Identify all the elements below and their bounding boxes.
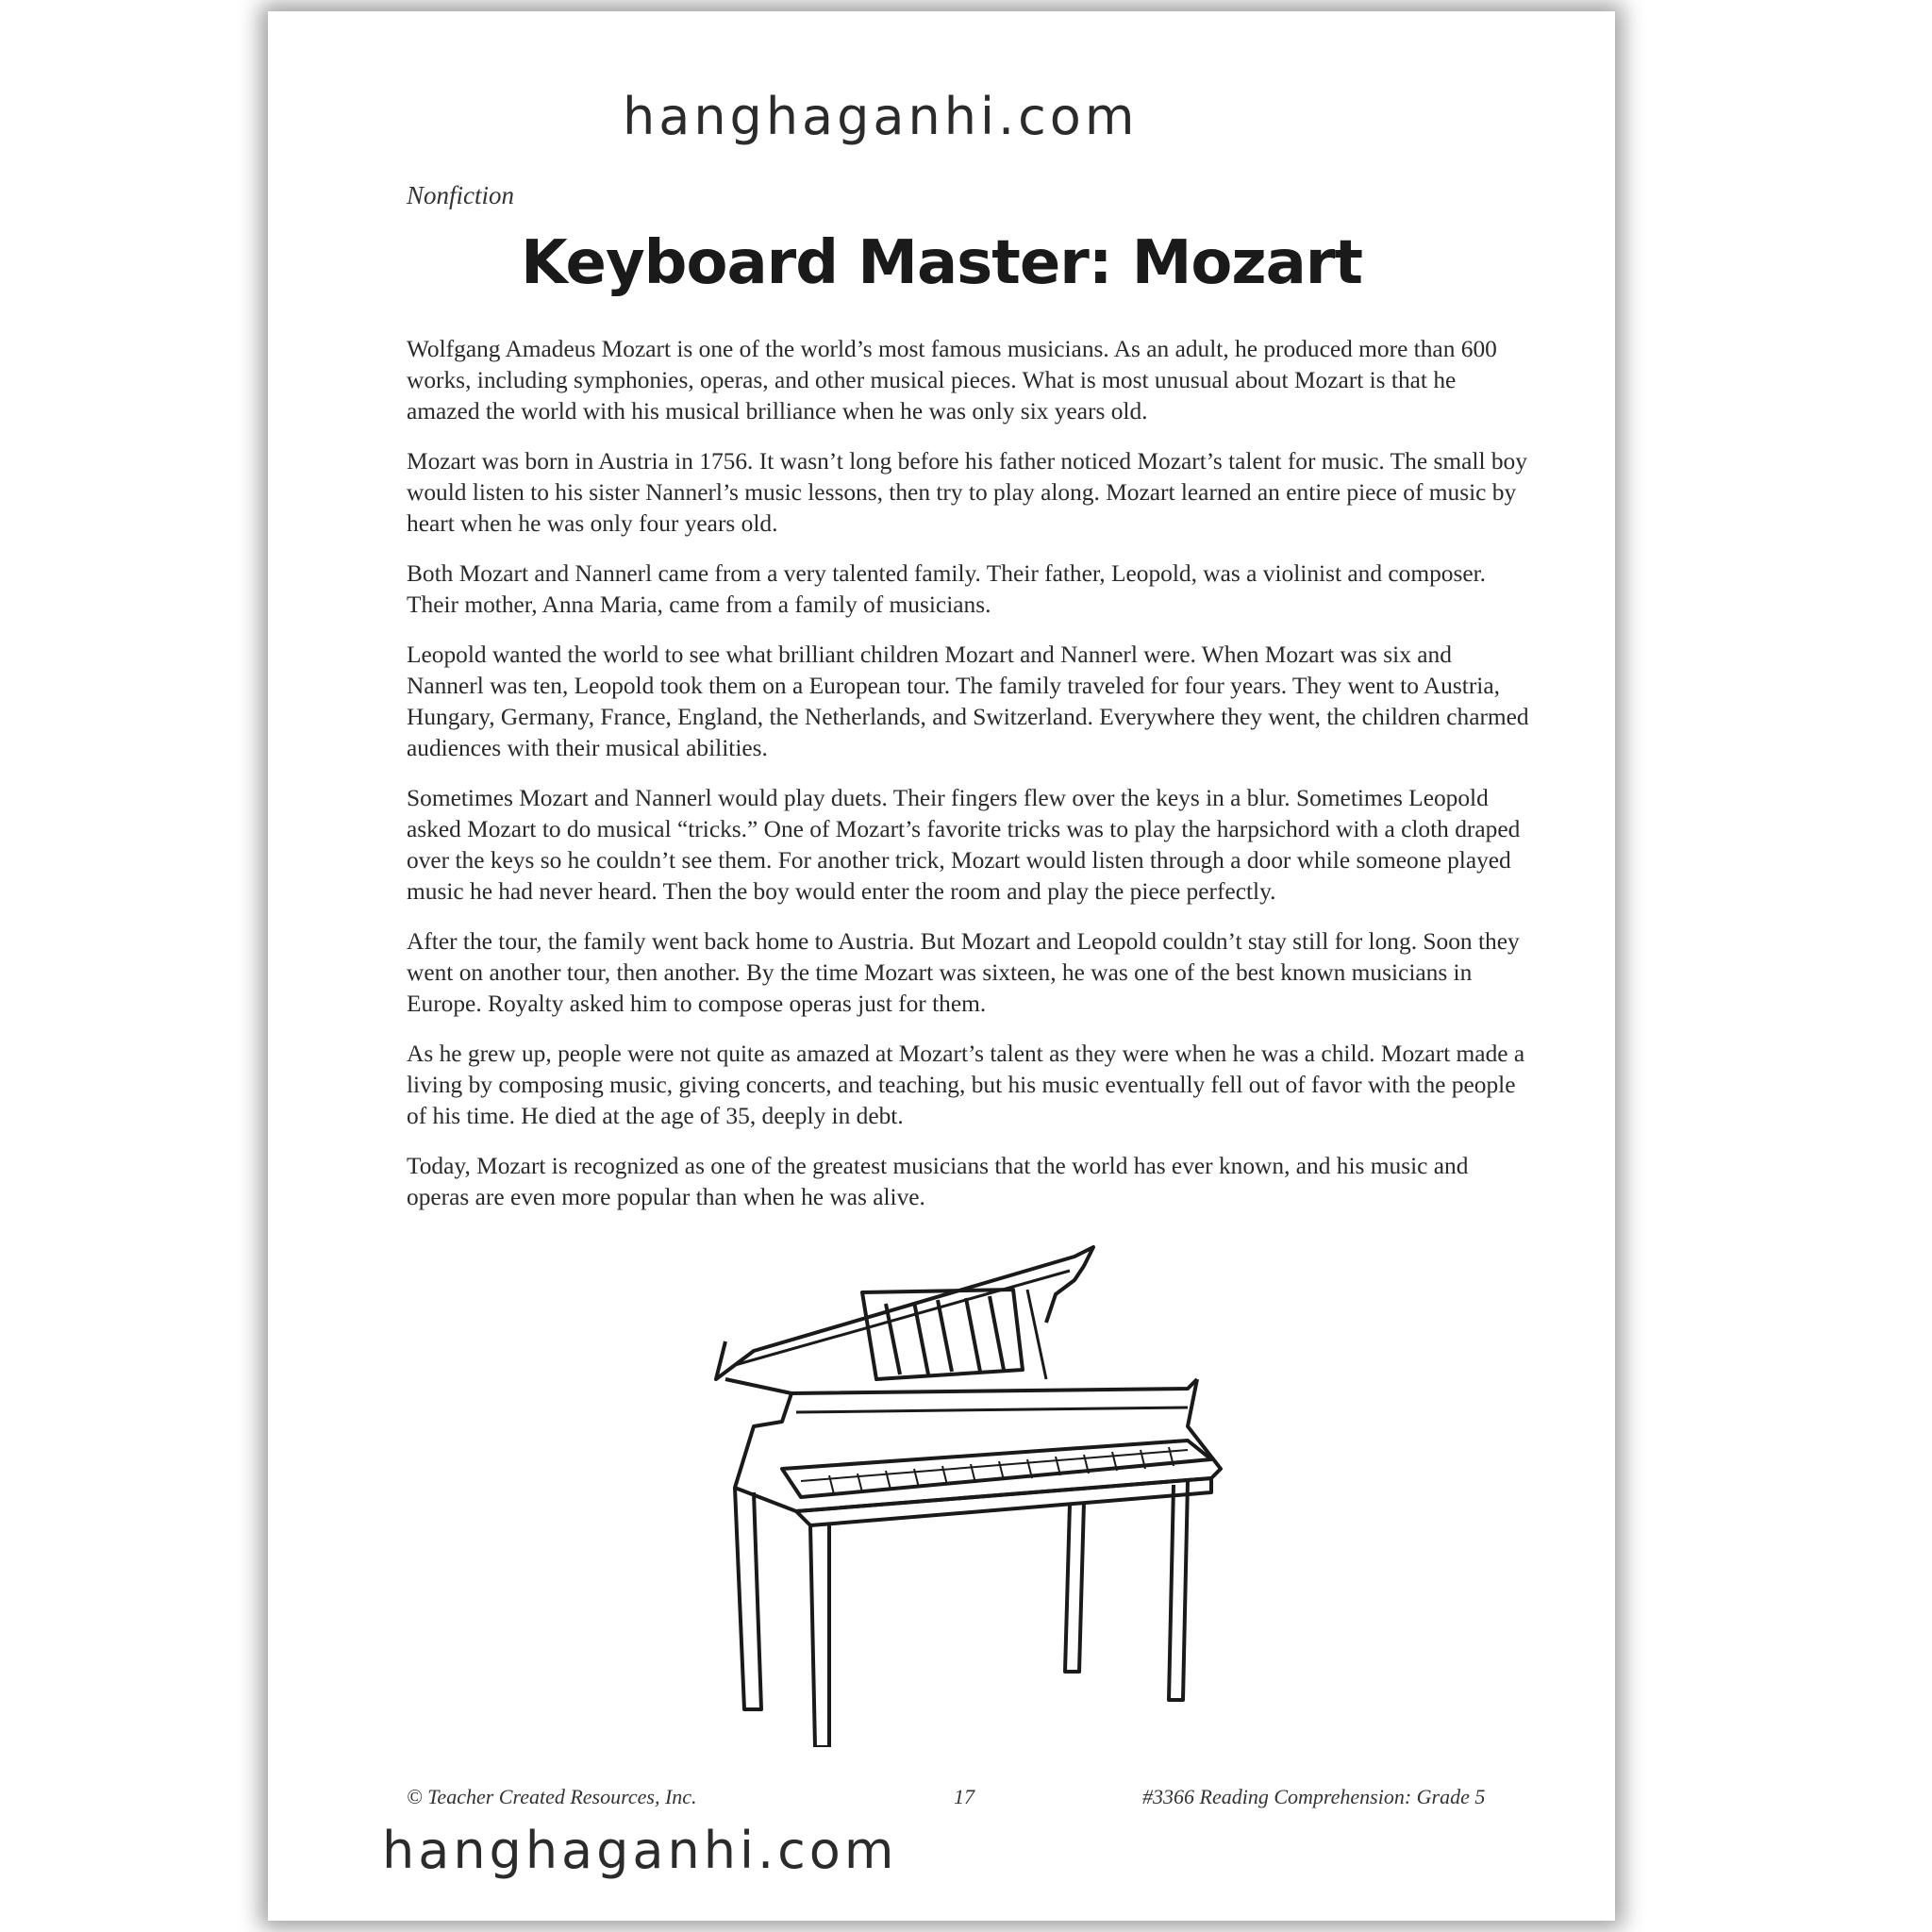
worksheet-page — [268, 11, 1615, 1921]
page-title: Keyboard Master: Mozart — [521, 228, 1362, 298]
paragraph: Sometimes Mozart and Nannerl would play duets. Their fingers flew over the keys in a blur. Sometimes Leopold asked Mozart to do musical “tricks.” One of Mozart’s favorite tricks was to play the harpsichord with a cloth draped over the keys so he couldn’t see them. For another trick, Mozart would listen through a door while someone played music he had never heard. Then the boy would enter the room and play the piece perfectly. — [407, 785, 1521, 905]
paragraph: Mozart was born in Austria in 1756. It wasn’t long before his father noticed Mozart’s talent for music. The small boy would listen to his sister Nannerl’s music lessons, then try to play along. Mozart learned an entire piece of music by heart when he was only four years old. — [407, 448, 1527, 537]
footer-book-title: #3366 Reading Comprehension: Grade 5 — [1142, 1785, 1486, 1808]
paragraph: Wolfgang Amadeus Mozart is one of the world’s most famous musicians. As an adult, he produced more than 600 works, including symphonies, operas, and other musical pieces. What is most unusual about Mozart is that he amazed the world with his musical brilliance when he was only six years old. — [407, 336, 1497, 425]
article-body — [407, 334, 1534, 1232]
paragraph: Leopold wanted the world to see what brilliant children Mozart and Nannerl were. When Mozart was six and Nannerl was ten, Leopold took them on a European tour. The family traveled for four years. They went to Austria, Hungary, Germany, France, England, the Netherlands, and Switzerland. Everywhere they went, the children charmed audiences with their musical abilities. — [407, 641, 1529, 761]
watermark-bottom: hanghaganhi.com — [382, 1821, 898, 1880]
footer-page-number: 17 — [954, 1785, 974, 1808]
category-label: Nonfiction — [407, 181, 514, 209]
watermark-top: hanghaganhi.com — [623, 87, 1139, 146]
footer-copyright: © Teacher Created Resources, Inc. — [407, 1785, 697, 1808]
harpsichord-illustration — [697, 1238, 1263, 1747]
paragraph: Both Mozart and Nannerl came from a very talented family. Their father, Leopold, was a violinist and composer. Their mother, Anna Maria, came from a family of musicians. — [407, 560, 1487, 618]
paragraph: As he grew up, people were not quite as amazed at Mozart’s talent as they were when he was a child. Mozart made a living by composing music, giving concerts, and teaching, but his music eventually fell out of favor with the people of his time. He died at the age of 35, deeply in debt. — [407, 1041, 1525, 1129]
paragraph: After the tour, the family went back home to Austria. But Mozart and Leopold couldn’t stay still for long. Soon they went on another tour, then another. By the time Mozart was sixteen, he was one of the best known musicians in Europe. Royalty asked him to compose operas just for them. — [407, 928, 1520, 1017]
paragraph: Today, Mozart is recognized as one of the greatest musicians that the world has ever known, and his music and operas are even more popular than when he was alive. — [407, 1153, 1469, 1210]
